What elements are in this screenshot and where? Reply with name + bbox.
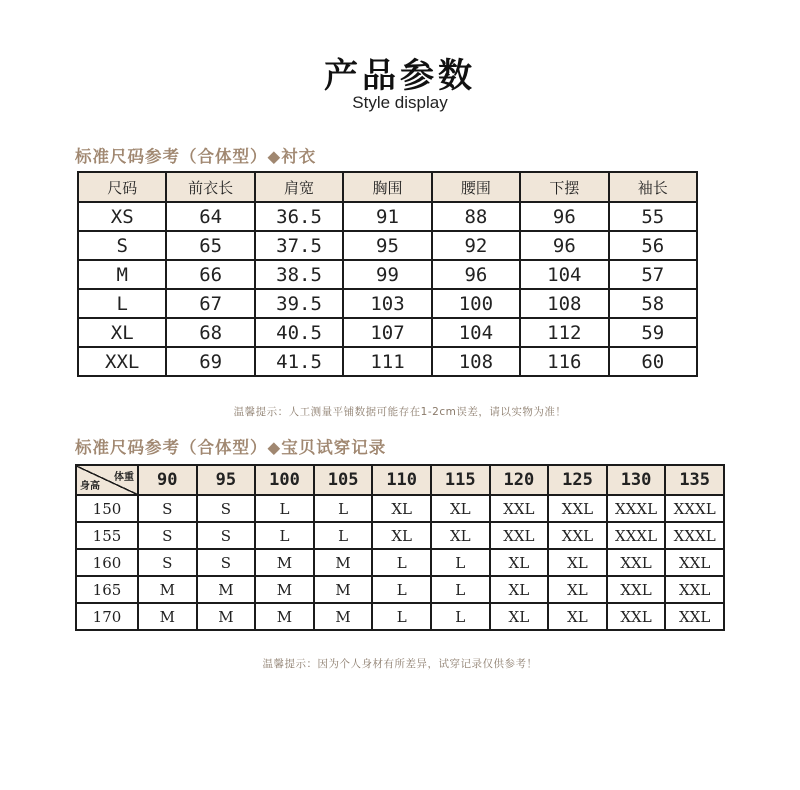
column-header: 肩宽: [255, 172, 343, 202]
weight-header: 90: [138, 465, 197, 495]
table-row: [76, 603, 724, 630]
size-cell: XXL: [607, 603, 666, 630]
size-cell: M: [138, 603, 197, 630]
size-cell: L: [314, 495, 373, 522]
table-row: [76, 522, 724, 549]
measurement-cell: 64: [166, 202, 254, 231]
size-cell: L: [314, 522, 373, 549]
size-cell: XL: [431, 495, 490, 522]
weight-header: 125: [548, 465, 607, 495]
measurement-tip: 温馨提示：人工测量平铺数据可能存在1-2cm误差，请以实物为准！: [233, 406, 567, 418]
size-cell: XL: [490, 549, 549, 576]
table-header-row: [78, 172, 697, 202]
weight-header: 115: [431, 465, 490, 495]
column-header: 袖长: [609, 172, 697, 202]
height-cell: 170: [76, 603, 138, 630]
measurement-cell: 37.5: [255, 231, 343, 260]
measurement-cell: 99: [343, 260, 431, 289]
size-cell: L: [431, 576, 490, 603]
size-cell: M: [314, 549, 373, 576]
page-subtitle: Style display: [352, 93, 448, 112]
table-row: [76, 495, 724, 522]
table-row: [76, 576, 724, 603]
table-row: [78, 289, 697, 318]
size-label-cell: XL: [78, 318, 166, 347]
measurement-cell: 95: [343, 231, 431, 260]
weight-axis-label: 体重: [114, 472, 134, 483]
table-row: [78, 347, 697, 376]
size-cell: XL: [548, 603, 607, 630]
size-cell: L: [431, 603, 490, 630]
size-label-cell: XS: [78, 202, 166, 231]
height-cell: 160: [76, 549, 138, 576]
measurement-cell: 100: [432, 289, 520, 318]
measurement-cell: 59: [609, 318, 697, 347]
measurement-cell: 96: [520, 202, 608, 231]
measurement-cell: 96: [520, 231, 608, 260]
size-cell: XL: [490, 603, 549, 630]
size-cell: S: [138, 495, 197, 522]
page-title: 产品参数: [324, 56, 476, 96]
size-cell: XL: [372, 495, 431, 522]
size-cell: XL: [372, 522, 431, 549]
measurement-cell: 108: [520, 289, 608, 318]
measurement-cell: 104: [432, 318, 520, 347]
size-cell: XXXL: [665, 522, 724, 549]
size-label-cell: L: [78, 289, 166, 318]
size-cell: S: [197, 522, 256, 549]
measurement-cell: 65: [166, 231, 254, 260]
height-cell: 150: [76, 495, 138, 522]
table-row: [78, 231, 697, 260]
weight-header: 105: [314, 465, 373, 495]
size-cell: XL: [548, 549, 607, 576]
size-cell: M: [314, 603, 373, 630]
measurement-cell: 38.5: [255, 260, 343, 289]
measurement-cell: 39.5: [255, 289, 343, 318]
size-cell: M: [255, 603, 314, 630]
measurement-cell: 40.5: [255, 318, 343, 347]
column-header: 下摆: [520, 172, 608, 202]
weight-header: 135: [665, 465, 724, 495]
table-row: [78, 202, 697, 231]
size-cell: M: [255, 549, 314, 576]
column-header: 尺码: [78, 172, 166, 202]
column-header: 胸围: [343, 172, 431, 202]
size-cell: L: [255, 522, 314, 549]
height-axis-label: 身高: [80, 481, 100, 492]
measurement-cell: 55: [609, 202, 697, 231]
measurement-cell: 57: [609, 260, 697, 289]
weight-header: 100: [255, 465, 314, 495]
size-cell: M: [138, 576, 197, 603]
size-label-cell: XXL: [78, 347, 166, 376]
size-cell: S: [197, 549, 256, 576]
size-cell: XL: [490, 576, 549, 603]
measurement-cell: 96: [432, 260, 520, 289]
measurement-cell: 58: [609, 289, 697, 318]
size-cell: S: [138, 522, 197, 549]
size-cell: XXL: [548, 495, 607, 522]
size-cell: L: [372, 603, 431, 630]
measurement-cell: 116: [520, 347, 608, 376]
weight-header: 110: [372, 465, 431, 495]
size-cell: XXL: [665, 576, 724, 603]
measurement-cell: 67: [166, 289, 254, 318]
measurement-cell: 91: [343, 202, 431, 231]
weight-header: 130: [607, 465, 666, 495]
measurement-cell: 41.5: [255, 347, 343, 376]
size-cell: XL: [431, 522, 490, 549]
size-cell: S: [138, 549, 197, 576]
size-cell: M: [314, 576, 373, 603]
size-cell: XXXL: [665, 495, 724, 522]
weight-header: 120: [490, 465, 549, 495]
size-cell: XL: [548, 576, 607, 603]
size-cell: S: [197, 495, 256, 522]
size-label-cell: M: [78, 260, 166, 289]
size-cell: XXL: [490, 522, 549, 549]
size-label-cell: S: [78, 231, 166, 260]
measurement-cell: 108: [432, 347, 520, 376]
fit-record-table: [75, 464, 725, 631]
measurement-cell: 36.5: [255, 202, 343, 231]
measurement-cell: 112: [520, 318, 608, 347]
table-row: [78, 318, 697, 347]
size-cell: M: [197, 576, 256, 603]
measurement-cell: 66: [166, 260, 254, 289]
measurement-cell: 68: [166, 318, 254, 347]
table-row: [78, 260, 697, 289]
measurement-cell: 69: [166, 347, 254, 376]
height-cell: 165: [76, 576, 138, 603]
size-cell: M: [197, 603, 256, 630]
measurement-cell: 111: [343, 347, 431, 376]
measurement-cell: 56: [609, 231, 697, 260]
size-cell: XXXL: [607, 522, 666, 549]
height-cell: 155: [76, 522, 138, 549]
size-cell: L: [431, 549, 490, 576]
size-cell: XXL: [607, 576, 666, 603]
weight-header: 95: [197, 465, 256, 495]
column-header: 前衣长: [166, 172, 254, 202]
size-cell: XXL: [607, 549, 666, 576]
size-cell: L: [372, 549, 431, 576]
fit-record-heading: 标准尺码参考（合体型）◆宝贝试穿记录: [75, 438, 387, 457]
size-cell: M: [255, 576, 314, 603]
measurement-cell: 104: [520, 260, 608, 289]
measurement-cell: 88: [432, 202, 520, 231]
shirt-size-heading: 标准尺码参考（合体型）◆衬衣: [75, 147, 317, 166]
size-cell: XXL: [665, 549, 724, 576]
size-cell: XXXL: [607, 495, 666, 522]
table-row: [76, 549, 724, 576]
table-corner-cell: [76, 465, 138, 495]
measurement-cell: 60: [609, 347, 697, 376]
measurement-cell: 92: [432, 231, 520, 260]
size-cell: XXL: [665, 603, 724, 630]
size-cell: XXL: [548, 522, 607, 549]
shirt-size-table: [77, 171, 698, 377]
size-cell: L: [372, 576, 431, 603]
size-cell: XXL: [490, 495, 549, 522]
size-cell: L: [255, 495, 314, 522]
column-header: 腰围: [432, 172, 520, 202]
table-header-row: [76, 465, 724, 495]
measurement-cell: 107: [343, 318, 431, 347]
measurement-cell: 103: [343, 289, 431, 318]
fit-record-tip: 温馨提示：因为个人身材有所差异，试穿记录仅供参考！: [262, 658, 538, 670]
